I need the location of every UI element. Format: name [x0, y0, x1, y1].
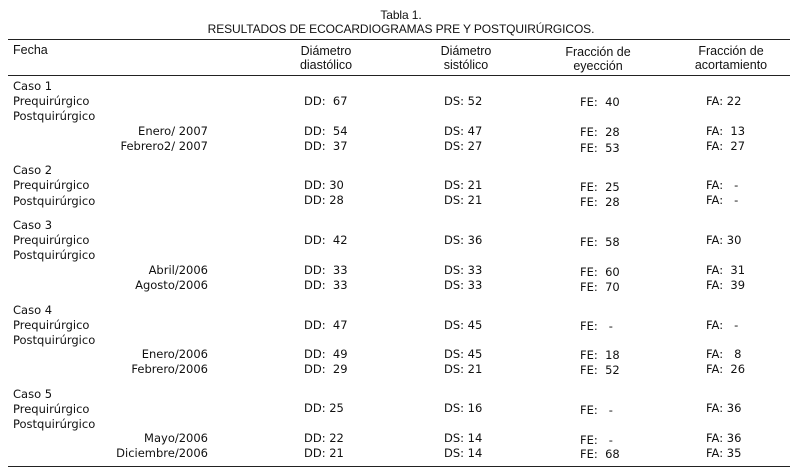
table-caption: Tabla 1.: [380, 8, 422, 22]
header-dd-line1: Diámetro: [300, 44, 352, 58]
dd-value: DD: 67: [304, 94, 348, 108]
pre-label: Prequirúrgico: [13, 402, 90, 416]
dd-value: DD: 37: [304, 139, 348, 153]
ds-value: DS: 33: [444, 278, 483, 292]
fa-value: FA: 36: [706, 431, 742, 445]
top-rule: [8, 39, 790, 40]
dd-value: DD: 28: [304, 193, 344, 207]
header-fa-line1: Fracción de: [698, 44, 764, 58]
fe-value: FE: 70: [580, 280, 620, 294]
case-label: Caso 4: [13, 303, 53, 317]
ds-value: DS: 45: [444, 347, 483, 361]
post-label: Postquirúrgico: [13, 417, 96, 431]
ds-value: DS: 47: [444, 124, 483, 138]
header-fraccion-eyeccion: [548, 45, 648, 73]
ds-value: DS: 45: [444, 318, 483, 332]
case-label: Caso 2: [13, 163, 53, 177]
date-value: Febrero2/ 2007: [120, 139, 208, 153]
ds-value: DS: 33: [444, 263, 483, 277]
post-label: Postquirúrgico: [13, 333, 96, 347]
ds-value: DS: 16: [444, 401, 483, 415]
dd-value: DD: 42: [304, 233, 348, 247]
fa-value: FA: -: [706, 193, 739, 207]
date-value: Diciembre/2006: [116, 446, 208, 460]
table-title: RESULTADOS DE ECOCARDIOGRAMAS PRE Y POSTQUIRÚRGICOS.: [207, 22, 595, 36]
fe-value: FE: 60: [580, 265, 620, 279]
fe-value: FE: 58: [580, 235, 620, 249]
post-label: Postquirúrgico: [13, 194, 96, 208]
fa-value: FA: 27: [706, 139, 746, 153]
post-label: Postquirúrgico: [13, 248, 96, 262]
fe-value: FE: -: [580, 319, 613, 333]
fa-value: FA: 30: [706, 233, 742, 247]
dd-value: DD: 49: [304, 347, 348, 361]
fa-value: FA: 36: [706, 401, 742, 415]
date-value: Enero/2006: [141, 347, 208, 361]
dd-value: DD: 54: [304, 124, 348, 138]
pre-label: Prequirúrgico: [13, 94, 90, 108]
pre-label: Prequirúrgico: [13, 233, 90, 247]
header-rule: [8, 75, 790, 76]
header-fe-line2: eyección: [573, 59, 623, 73]
date-value: Agosto/2006: [135, 278, 208, 292]
date-value: Enero/ 2007: [138, 124, 208, 138]
fa-value: FA: 22: [706, 94, 742, 108]
fe-value: FE: 28: [580, 195, 620, 209]
header-diametro-diastolico: [276, 44, 376, 72]
ds-value: DS: 21: [444, 193, 483, 207]
fa-value: FA: 39: [706, 278, 746, 292]
dd-value: DD: 33: [304, 263, 348, 277]
bottom-rule: [8, 466, 790, 467]
fe-value: FE: -: [580, 433, 613, 447]
case-label: Caso 3: [13, 218, 53, 232]
fa-value: FA: -: [706, 318, 739, 332]
dd-value: DD: 22: [304, 431, 344, 445]
fe-value: FE: 18: [580, 348, 620, 362]
fa-value: FA: 26: [706, 362, 746, 376]
date-value: Abril/2006: [148, 263, 208, 277]
dd-value: DD: 21: [304, 446, 344, 460]
ds-value: DS: 21: [444, 362, 483, 376]
header-fraccion-acortamiento: [681, 44, 781, 72]
case-label: Caso 1: [13, 79, 53, 93]
pre-label: Prequirúrgico: [13, 178, 90, 192]
date-value: Mayo/2006: [144, 431, 208, 445]
ds-value: DS: 14: [444, 446, 483, 460]
fe-value: FE: 28: [580, 125, 620, 139]
post-label: Postquirúrgico: [13, 109, 96, 123]
fa-value: FA: 35: [706, 446, 742, 460]
fa-value: FA: 31: [706, 263, 746, 277]
header-ds-line2: sistólico: [443, 58, 489, 72]
dd-value: DD: 47: [304, 318, 348, 332]
pre-label: Prequirúrgico: [13, 318, 90, 332]
header-dd-line2: diastólico: [299, 58, 353, 72]
fe-value: FE: 53: [580, 141, 620, 155]
fe-value: FE: -: [580, 403, 613, 417]
fa-value: FA: 13: [706, 124, 746, 138]
dd-value: DD: 25: [304, 401, 344, 415]
fe-value: FE: 25: [580, 180, 620, 194]
header-fe-line1: Fracción de: [565, 45, 631, 59]
case-label: Caso 5: [13, 387, 53, 401]
ds-value: DS: 21: [444, 178, 483, 192]
date-value: Febrero/2006: [131, 362, 208, 376]
dd-value: DD: 30: [304, 178, 344, 192]
header-ds-line1: Diámetro: [440, 44, 492, 58]
fe-value: FE: 40: [580, 95, 620, 109]
ds-value: DS: 27: [444, 139, 483, 153]
fe-value: FE: 52: [580, 363, 620, 377]
fa-value: FA: -: [706, 178, 739, 192]
fe-value: FE: 68: [580, 447, 620, 461]
dd-value: DD: 29: [304, 362, 348, 376]
dd-value: DD: 33: [304, 278, 348, 292]
header-fecha: Fecha: [13, 43, 48, 57]
header-diametro-sistolico: [416, 44, 516, 72]
header-fa-line2: acortamiento: [694, 58, 768, 72]
ds-value: DS: 36: [444, 233, 483, 247]
fa-value: FA: 8: [706, 347, 742, 361]
ds-value: DS: 52: [444, 94, 483, 108]
ds-value: DS: 14: [444, 431, 483, 445]
